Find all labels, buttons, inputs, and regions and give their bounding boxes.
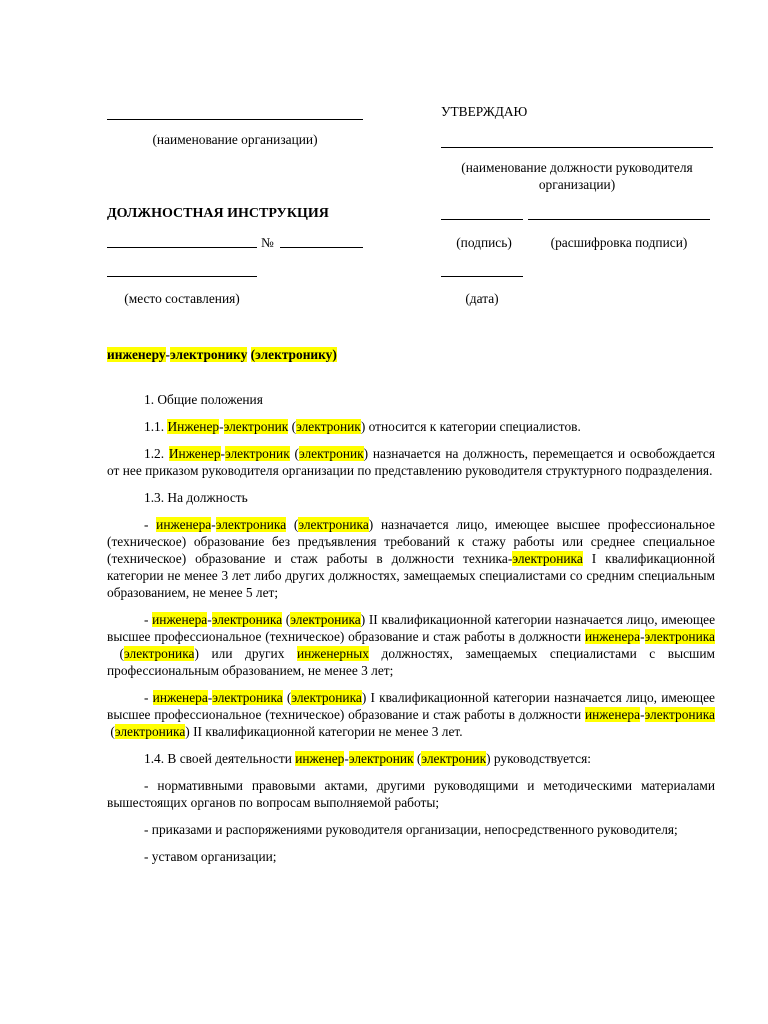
doc-number-line (280, 247, 363, 248)
list-item-orders: - приказами и распоряжениями руководителя организации, непосредственного руководителя; (144, 822, 678, 837)
pc-hl-1: инженера (152, 690, 208, 705)
paragraph-1-1 (107, 418, 715, 435)
pc-rest: ) II квалификационной категории не менее 3 лет. (185, 724, 463, 739)
pc-hl-3: электроника (291, 690, 362, 705)
pb-hl-5: электроника (644, 629, 715, 644)
head-position-line (441, 147, 713, 148)
pa-hl-1: инженера (156, 517, 212, 532)
pa-mid: ) назначается лицо, имеющее высшее профессиональное (техническое) образование без предъявления требований к стажу работы или среднее специальное (техническое) образование и стаж работы в должности техника- (107, 517, 715, 566)
pc-hl-4: инженера (584, 707, 641, 722)
pb-dash-2: - (640, 629, 645, 644)
place-caption: (место составления) (124, 291, 240, 306)
org-name-line (107, 119, 363, 120)
p12-hl-1: Инженер (168, 446, 221, 461)
list-item-charter: - уставом организации; (144, 849, 277, 864)
p14-rest: ) руководствуется: (486, 751, 591, 766)
pa-open: ( (286, 517, 299, 532)
paragraph-1-4 (107, 750, 715, 767)
signature-caption: (подпись) (456, 235, 512, 250)
p14-prefix: 1.4. В своей деятельности (144, 751, 296, 766)
pb-hl-2: электроника (211, 612, 283, 627)
section-1-title: 1. Общие положения (144, 392, 263, 407)
p12-dash: - (220, 446, 225, 461)
p11-rest: ) относится к категории специалистов. (360, 419, 581, 434)
pc-prefix: - (144, 690, 153, 705)
p12-prefix: 1.2. (144, 446, 169, 461)
pb-hl-6: электроника (124, 646, 195, 661)
p11-dash: - (219, 419, 224, 434)
org-name-caption: (наименование организации) (152, 132, 318, 147)
number-sign: № (261, 235, 274, 250)
subject-part-2: электронику (170, 347, 248, 362)
signature-decode-line (528, 219, 710, 220)
pb-mid: ) II квалификационной категории назначается лицо, имеющее высшее профессиональное (техническое) образование и стаж работы в должности (107, 612, 716, 644)
subject-dash: - (165, 347, 171, 362)
p11-prefix: 1.1. (144, 419, 168, 434)
p11-hl-3: электроник (296, 419, 361, 434)
document-body (107, 391, 715, 875)
pa-prefix: - (144, 517, 157, 532)
p12-hl-2: электроник (225, 446, 290, 461)
pc-hl-6: электроника (114, 724, 186, 739)
pb-prefix: - (144, 612, 153, 627)
pb-hl-7: инженерных (296, 646, 369, 661)
head-position-caption: (наименование должности руководителя организации) (461, 160, 693, 192)
pc-mid: ) I квалификационной категории назначается лицо, имеющее высшее профессиональное (техническое) образование и стаж работы в должности (107, 690, 715, 722)
p14-open: ( (413, 751, 422, 766)
signature-decode-caption: (расшифровка подписи) (550, 235, 688, 250)
p12-hl-3: электроник (298, 446, 364, 461)
paragraph-1-3-c (107, 689, 715, 740)
pb-rest: должностях, замещаемых специалистами с высшим профессиональным образованием, не менее 3 лет; (107, 646, 716, 678)
p14-dash: - (344, 751, 349, 766)
p14-hl-3: электроник (421, 751, 487, 766)
paragraph-1-2 (107, 445, 715, 479)
date-line (441, 276, 523, 277)
pc-dash: - (207, 690, 213, 705)
pc-dash-2: - (640, 707, 645, 722)
p14-hl-2: электроник (348, 751, 414, 766)
subject-part-3: (электронику) (250, 347, 337, 362)
pb-mid-2: ) или других (194, 646, 297, 661)
p12-rest: ) назначается на должность, перемещается и освобождается от нее приказом руководителя организации по представлению руководителя структурного подразделения. (107, 446, 716, 478)
signature-line (441, 219, 523, 220)
pb-hl-4: инженера (584, 629, 641, 644)
paragraph-1-3: 1.3. На должность (144, 490, 248, 505)
p11-hl-1: Инженер (167, 419, 220, 434)
pa-dash: - (211, 517, 216, 532)
subject-line (107, 346, 337, 363)
place-line (107, 276, 257, 277)
list-item-normative-acts: - нормативными правовыми актами, другими руководящими и методическими материалами вышестоящих органов по вопросам выполняемой работы; (107, 778, 715, 810)
pb-open: ( (282, 612, 291, 627)
approve-heading: УТВЕРЖДАЮ (441, 104, 528, 119)
paragraph-1-3-a (107, 516, 715, 601)
p11-open: ( (288, 419, 297, 434)
pc-hl-2: электроника (212, 690, 283, 705)
pb-hl-3: электроника (290, 612, 361, 627)
pa-rest: I квалификационной категории не менее 3 лет либо других должностях, замещаемых специалистами со средним специальным образованием, не менее 5 лет; (107, 551, 715, 600)
p14-hl-1: инженер (295, 751, 345, 766)
pa-hl-3: электроника (298, 517, 369, 532)
p12-open: ( (289, 446, 299, 461)
pc-open-2: ( (107, 724, 115, 739)
pa-hl-4: электроника (512, 551, 583, 566)
doc-title: ДОЛЖНОСТНАЯ ИНСТРУКЦИЯ (107, 206, 329, 221)
paragraph-1-3-b (107, 611, 715, 679)
p11-hl-2: электроник (223, 419, 289, 434)
pb-open-2: ( (107, 646, 125, 661)
pc-open: ( (282, 690, 292, 705)
pa-hl-2: электроника (215, 517, 287, 532)
doc-date-line (107, 247, 257, 248)
pb-hl-1: инженера (152, 612, 208, 627)
subject-part-1: инженеру (107, 347, 166, 362)
pb-dash: - (207, 612, 212, 627)
date-caption: (дата) (465, 291, 499, 306)
pc-hl-5: электроника (644, 707, 715, 722)
